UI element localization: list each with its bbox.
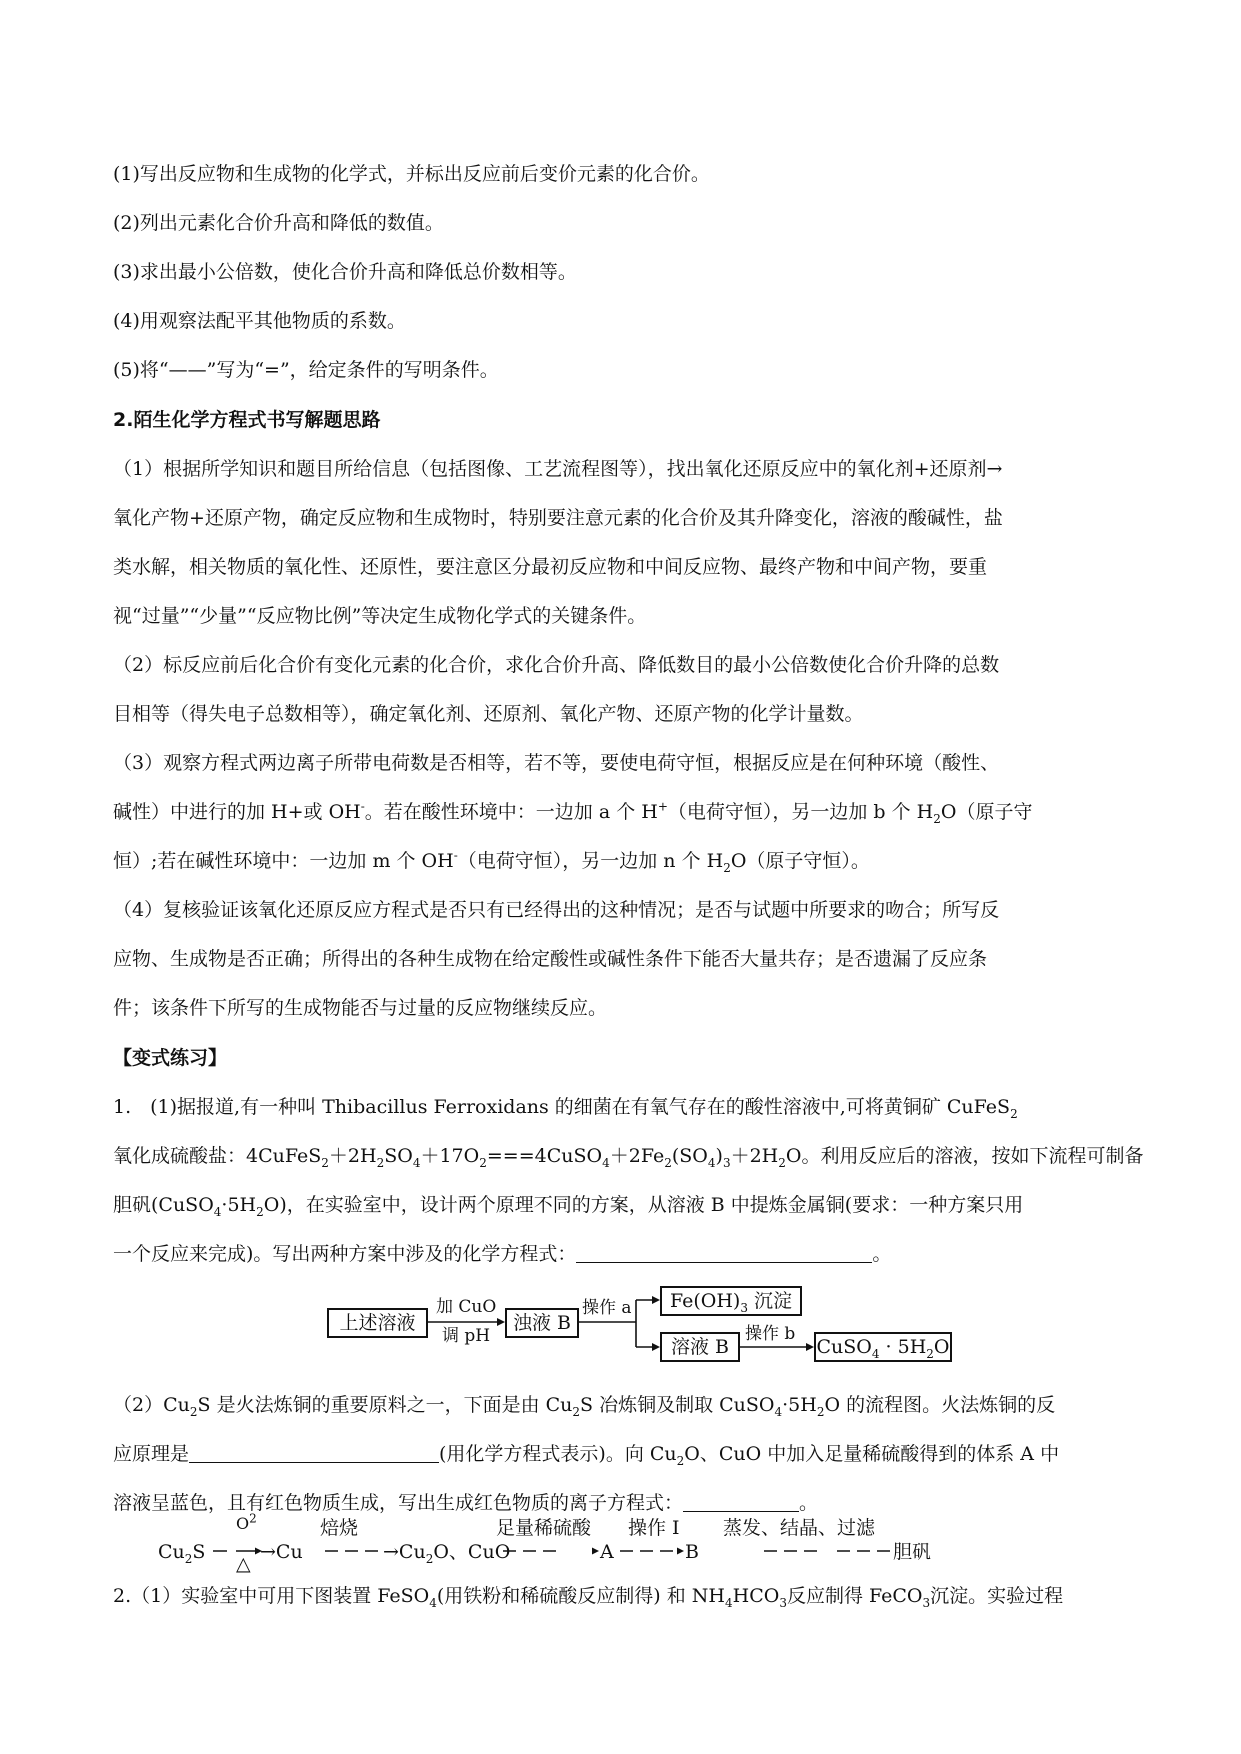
text: 溶液呈蓝色，且有红色物质生成，写出生成红色物质的离子方程式： [113,1492,684,1514]
text: S 冶炼铜及制取 CuSO [580,1394,775,1416]
sub: 3 [722,1155,731,1170]
flow1-reagent-top: 加 CuO [436,1297,497,1317]
sub: 4 [707,1155,716,1170]
text: S [192,1541,206,1563]
text: 。 [799,1492,819,1514]
sub: 2 [933,811,941,826]
sub: 4 [725,1595,733,1610]
text: →Cu [383,1541,426,1563]
flow2-roast: 焙烧 [320,1517,359,1539]
flow2-b: B [685,1541,699,1563]
sub: 2 [723,860,731,875]
para2-line1: （2）标反应前后化合价有变化元素的化合价，求化合价升高、降低数目的最小公倍数使化合价升降的总数 [113,654,1000,676]
para4-line3: 件；该条件下所写的生成物能否与过量的反应物继续反应。 [113,997,608,1019]
step-1: (1)写出反应物和生成物的化学式，并标出反应前后变价元素的化合价。 [113,163,710,185]
text: ＋2H [730,1145,779,1167]
flow2-evap: 蒸发、结晶、过滤 [723,1517,876,1539]
text: Fe(OH) [669,1290,741,1312]
sub: 2 [926,1346,934,1361]
sub: 4 [602,1155,610,1170]
text: 碱性）中进行的加 H+或 OH [113,801,361,823]
text: · 5H [879,1336,927,1358]
text: O（原子守恒）。 [730,850,870,872]
sub: 4 [774,1404,783,1419]
para4-line2: 应物、生成物是否正确；所得出的各种生成物在给定酸性或碱性条件下能否大量共存；是否遗漏了反应条 [113,948,988,970]
flow2-end: 胆矾 [893,1541,932,1563]
sub: 2 [479,1155,487,1170]
flow2-cu: →Cu [260,1541,303,1563]
text: (用化学方程式表示)。向 Cu [439,1443,677,1465]
text: 胆矾(CuSO [113,1194,214,1216]
text: O [933,1336,950,1358]
flow1-reagent-bottom: 调 pH [442,1326,491,1346]
para1-line3: 类水解，相关物质的氧化性、还原性，要注意区分最初反应物和中间反应物、最终产物和中间产物，要重 [113,556,988,578]
flow2-cu2s [158,1541,206,1566]
text: (SO [671,1145,708,1167]
sub: 2 [664,1155,672,1170]
text: CuSO [816,1336,872,1358]
para1-line2: 氧化产物+还原产物，确定反应物和生成物时，特别要注意元素的化合价及其升降变化，溶液的酸碱性，盐 [113,507,1003,529]
text: ) [715,1145,723,1167]
sub: 2 [321,1155,329,1170]
sub: 2 [572,1404,581,1419]
text: S 是火法炼铜的重要原料之一，下面是由 Cu [197,1394,573,1416]
sub: 2 [778,1155,786,1170]
text: ＋2Fe [609,1145,665,1167]
flow2-o2 [236,1513,257,1535]
section-heading-3: 【变式练习】 [113,1047,228,1069]
sup: - [360,799,365,814]
text: SO [384,1145,413,1167]
step-5: (5)将“——”写为“=”，给定条件的写明条件。 [113,359,499,381]
sub: 4 [213,1204,222,1219]
sub: 2 [256,1204,264,1219]
text: O。利用反应后的溶液，按如下流程可制备 [785,1145,1144,1167]
text: 氧化成硫酸盐：4CuFeS [113,1145,322,1167]
text: ＋17O [420,1145,480,1167]
text: 恒）;若在碱性环境中：一边加 m 个 OH [113,850,454,872]
text: O（原子守 [940,801,1033,823]
text: ＋2H [328,1145,377,1167]
text: ·5H [221,1194,257,1216]
flow2-a: A [600,1541,614,1563]
sub: 4 [429,1595,437,1610]
text: 沉淀。实验过程 [930,1585,1064,1607]
text: (用铁粉和稀硫酸反应制得) 和 NH [436,1585,725,1607]
flow1-op-b: 操作 b [745,1324,796,1344]
text: 反应制得 FeCO [786,1585,923,1607]
q3-line1 [113,1584,1063,1608]
flow1-op-a: 操作 a [582,1298,632,1318]
text: ·5H [782,1394,817,1416]
flow1-start-box: 上述溶液 [327,1308,428,1338]
text: O、CuO [433,1541,511,1563]
text: O、CuO 中加入足量稀硫酸得到的体系 A 中 [684,1443,1060,1465]
step-3: (3)求出最小公倍数，使化合价升高和降低总价数相等。 [113,261,577,283]
sub: 2 [1010,1106,1018,1121]
sub: 2 [189,1404,198,1419]
text: 应原理是 [113,1443,190,1465]
flow2-op1: 操作 I [628,1517,680,1539]
text: 一个反应来完成)。写出两种方案中涉及的化学方程式： [113,1243,577,1265]
flow2-delta: △ [236,1553,251,1575]
text: O)，在实验室中，设计两个原理不同的方案，从溶液 B 中提炼金属铜(要求：一种方案只用 [263,1194,1024,1216]
text: （2）Cu [113,1394,190,1416]
text: 2.（1）实验室中可用下图装置 FeSO [113,1585,430,1607]
sub: 2 [425,1551,434,1566]
para1-line4: 视“过量”“少量”“反应物比例”等决定生成物化学式的关键条件。 [113,605,647,627]
sup: + [657,799,668,814]
sub: 2 [816,1404,825,1419]
text: HCO [732,1585,780,1607]
sub: 3 [779,1595,787,1610]
para3-line1: （3）观察方程式两边离子所带电荷数是否相等，若不等，要使电荷守恒，根据反应是在何种环境（酸性、 [113,752,1000,774]
sup: - [453,848,458,863]
sub: 4 [871,1346,880,1361]
section-heading-2: 2.陌生化学方程式书写解题思路 [113,409,381,431]
sub: 3 [922,1595,931,1610]
sub: 2 [184,1551,193,1566]
text: （电荷守恒），另一边加 n 个 H [457,850,724,872]
flow2-acid: 足量稀硫酸 [496,1517,592,1539]
flow1-mid-box: 浊液 B [505,1308,579,1338]
para2-line2: 目相等（得失电子总数相等），确定氧化剂、还原剂、氧化产物、还原产物的化学计量数。 [113,703,864,725]
sub: 2 [676,1453,685,1468]
text: ===4CuSO [486,1145,603,1167]
flow1-out2-box: 溶液 B [660,1332,740,1362]
para4-line1: （4）复核验证该氧化还原反应方程式是否只有已经得出的这种情况；是否与试题中所要求的吻合；所写反 [113,899,1000,921]
sup: 2 [249,1511,257,1526]
text: （电荷守恒），另一边加 b 个 H [667,801,934,823]
text: Cu [158,1541,185,1563]
text: 。 [872,1243,892,1265]
flow2-products [383,1541,511,1566]
text: 1. (1)据报道,有一种叫 Thibacillus Ferroxidans 的细菌在有氧气存在的酸性溶液中,可将黄铜矿 CuFeS [113,1096,1011,1118]
text: 。若在酸性环境中：一边加 a 个 H [364,801,658,823]
step-2: (2)列出元素化合价升高和降低的数值。 [113,212,444,234]
sub: 2 [376,1155,385,1170]
step-4: (4)用观察法配平其他物质的系数。 [113,310,406,332]
text: 沉淀 [747,1290,793,1312]
text: O 的流程图。火法炼铜的反 [824,1394,1056,1416]
sub: 3 [740,1300,748,1315]
sub: 4 [412,1155,421,1170]
para1-line1: （1）根据所学知识和题目所给信息（包括图像、工艺流程图等），找出氧化还原反应中的氧化剂+还原剂→ [113,458,1003,480]
text: O [236,1514,250,1533]
